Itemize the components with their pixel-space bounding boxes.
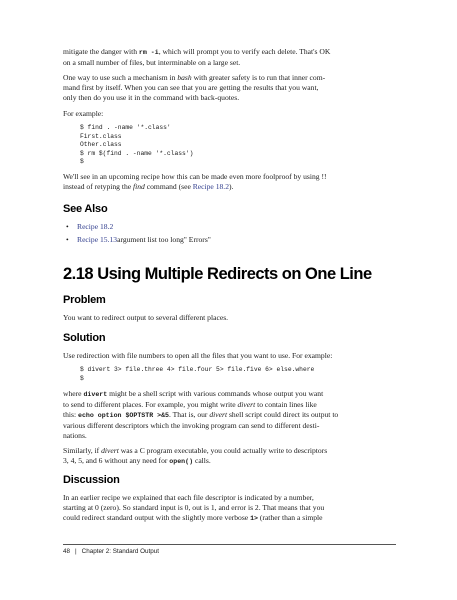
- see-also-heading: See Also: [63, 203, 108, 215]
- text: to contain lines like: [255, 400, 317, 410]
- bullet-icon: •: [66, 235, 69, 245]
- text: to send to different places. For example, you might write: [63, 400, 238, 410]
- text: (rather than a simple: [257, 513, 323, 523]
- intro-paragraph-1: [63, 47, 396, 68]
- inline-code: open(): [169, 458, 194, 466]
- text: only then do you use it in the command with back-quotes.: [63, 93, 240, 103]
- code-block-find: [80, 124, 413, 167]
- code-listing: $ divert 3> file.three 4> file.four 5> file.five 6> else.where $: [80, 366, 315, 382]
- text: starting at 0 (zero). So standard input is 0, out is 1, and error is 2. That means that you: [63, 503, 325, 513]
- text: Use redirection with file numbers to open all the files that you want to use. For example:: [63, 351, 333, 360]
- page-number: 48: [63, 548, 71, 555]
- text: nations.: [63, 431, 87, 441]
- text: In an earlier recipe we explained that each file descriptor is indicated by a number,: [63, 493, 314, 502]
- solution-intro: [63, 351, 396, 361]
- text: argument list too long" Errors": [117, 235, 211, 245]
- inline-code: echo option $OPTSTR >&5: [77, 412, 169, 420]
- code-block-divert: [80, 366, 413, 383]
- text: might be a shell script with various commands whose output you want: [107, 389, 324, 398]
- chapter-label: Chapter 2: Standard Output: [81, 548, 160, 555]
- recipe-link[interactable]: Recipe 18.2: [192, 182, 229, 192]
- text: could redirect standard output with the slightly more verbose: [63, 513, 251, 523]
- text: various different descriptors which the invoking program can send to different desti-: [63, 421, 320, 431]
- italic-term: divert: [237, 400, 256, 410]
- problem-text: [63, 313, 396, 323]
- discussion-heading: Discussion: [63, 474, 120, 486]
- text: You want to redirect output to several different places.: [63, 313, 229, 322]
- text: where: [63, 389, 84, 398]
- text: We'll see in an upcoming recipe how this can be made even more foolproof by using !!: [63, 172, 327, 181]
- intro-paragraph-2: [63, 73, 396, 103]
- italic-term: find: [133, 182, 145, 192]
- solution-paragraph-2: [63, 446, 396, 467]
- text: on a small number of files, but interminable on a large set.: [63, 58, 241, 68]
- code-listing: $ find . -name '*.class' First.class Other.class $ rm $(find . -name '*.class') $: [80, 124, 194, 166]
- list-item: [63, 222, 396, 232]
- inline-code: divert: [83, 391, 108, 398]
- italic-term: divert: [209, 410, 228, 420]
- italic-term: divert: [101, 446, 119, 455]
- intro-paragraph-3: [63, 109, 396, 119]
- page-footer: [63, 548, 396, 555]
- italic-term: bash: [177, 73, 192, 82]
- text: mitigate the danger with: [63, 47, 139, 56]
- text: mand first by itself. When you can see that you are getting the results that you want,: [63, 83, 319, 93]
- text: 3, 4, 5, and 6 without any need for: [63, 456, 170, 466]
- footer-separator: |: [75, 548, 77, 555]
- discussion-paragraph: [63, 493, 396, 524]
- text: . That is, our: [169, 410, 210, 420]
- section-title: 2.18 Using Multiple Redirects on One Line: [63, 265, 372, 283]
- text: calls.: [193, 456, 211, 466]
- recipe-link[interactable]: Recipe 15.13: [77, 235, 118, 245]
- text: One way to use such a mechanism in: [63, 73, 178, 82]
- inline-code: rm -i: [138, 49, 159, 56]
- solution-heading: Solution: [63, 332, 106, 344]
- text: this:: [63, 410, 78, 420]
- solution-paragraph-1: [63, 389, 396, 441]
- intro-paragraph-4: [63, 172, 396, 192]
- text: command (see: [144, 182, 193, 192]
- text: ).: [229, 182, 234, 192]
- list-item: [63, 235, 396, 245]
- text: shell script could direct its output to: [227, 410, 339, 420]
- problem-heading: Problem: [63, 294, 106, 306]
- text: , which will prompt you to verify each delete. That's OK: [158, 47, 331, 56]
- footer-rule: [63, 544, 396, 545]
- text: For example:: [63, 109, 104, 118]
- text: Similarly, if: [63, 446, 102, 455]
- see-also-list: [63, 222, 396, 245]
- recipe-link[interactable]: Recipe 18.2: [77, 222, 114, 231]
- text: was a C program executable, you could actually write to descriptors: [118, 446, 328, 455]
- text: with greater safety is to run that inner com-: [191, 73, 326, 82]
- inline-code: 1>: [250, 515, 258, 523]
- text: instead of retyping the: [63, 182, 134, 192]
- bullet-icon: •: [66, 222, 69, 231]
